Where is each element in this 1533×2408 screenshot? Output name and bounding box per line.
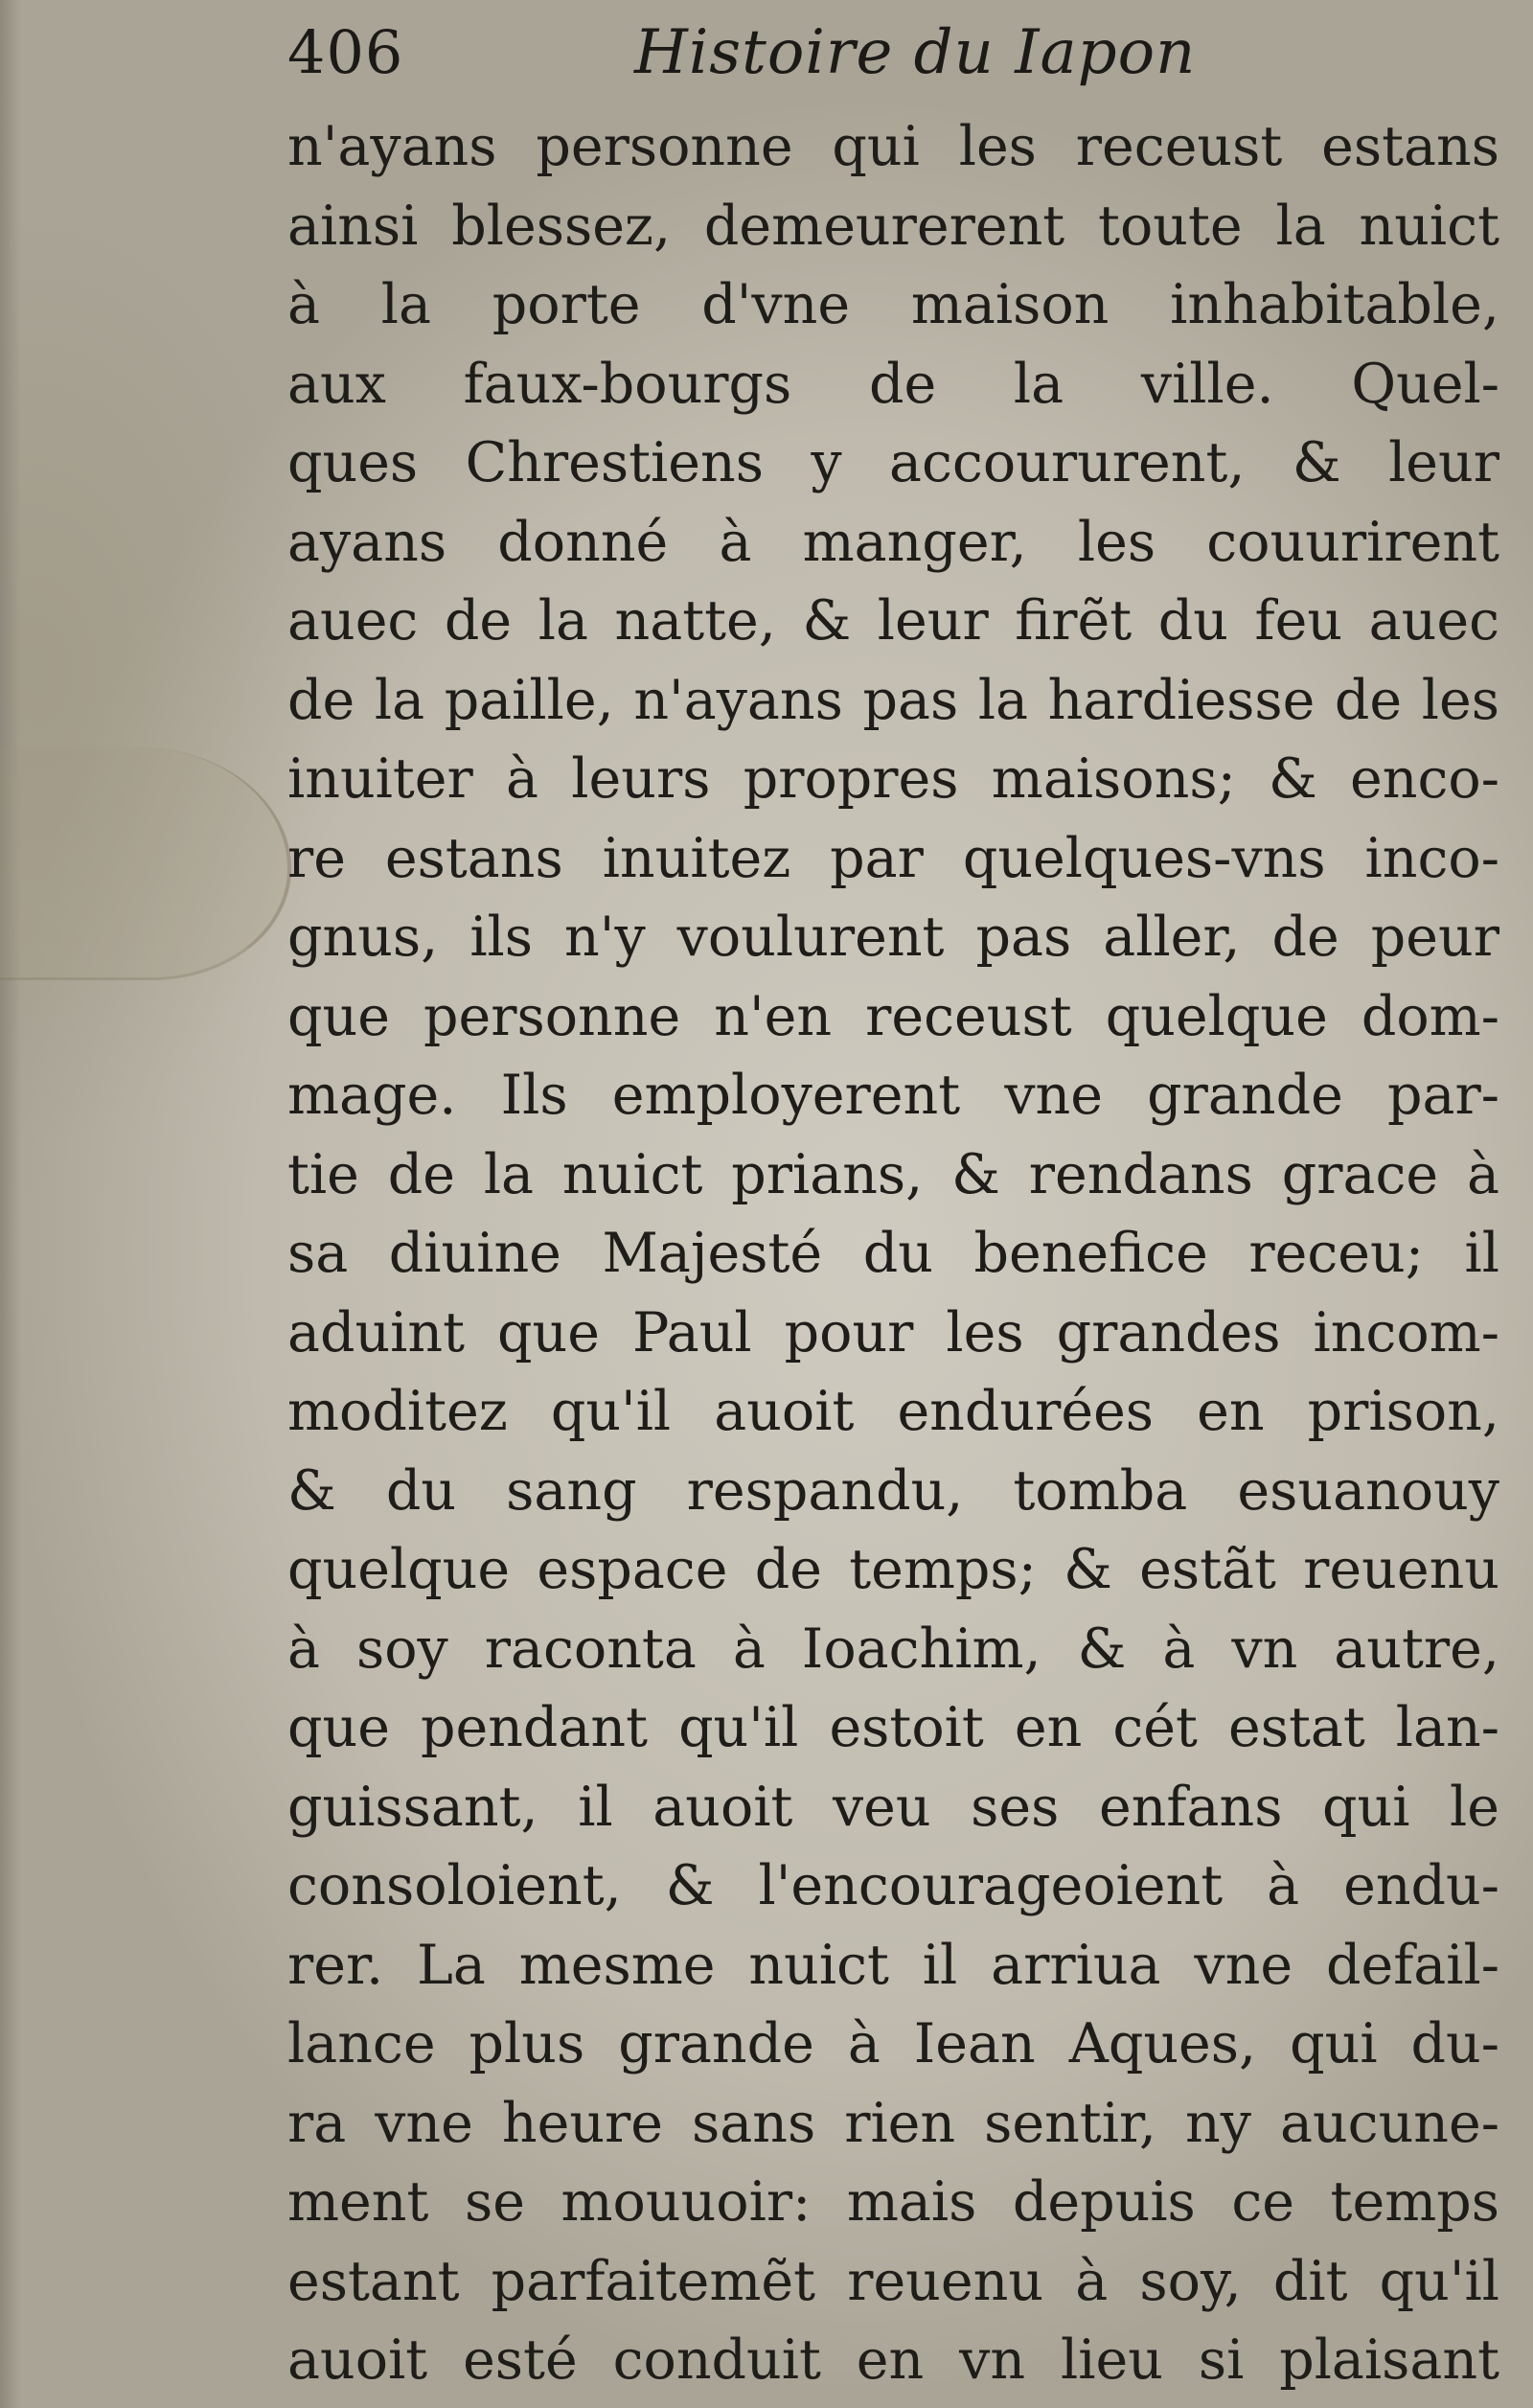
- text-line: à la porte d'vne maison inhabitable,: [287, 273, 1499, 336]
- text-line: que pendant qu'il estoit en cét estat lan-: [287, 1696, 1499, 1759]
- text-line: aduint que Paul pour les grandes incom-: [287, 1300, 1499, 1365]
- page-edge-shadow: [0, 0, 21, 2408]
- text-line: auec de la natte, & leur firẽt du feu auec: [287, 589, 1499, 653]
- text-line: quelque espace de temps; & estãt reuenu: [287, 1538, 1499, 1601]
- text-line: ayans donné à manger, les couurirent: [287, 510, 1499, 574]
- text-line: inuiter à leurs propres maisons; & enco-: [287, 747, 1499, 811]
- text-line: mage. Ils employerent vne grande par-: [287, 1064, 1499, 1127]
- text-line: auoit esté conduit en vn lieu si plaisant: [287, 2328, 1499, 2392]
- text-line: sa diuine Majesté du benefice receu; il: [287, 1222, 1499, 1285]
- text-line: ainsi blessez, demeurerent toute la nuict: [287, 194, 1499, 258]
- text-line: de la paille, n'ayans pas la hardiesse de les: [287, 668, 1499, 732]
- water-stain: [0, 747, 291, 980]
- text-line: aux faux-bourgs de la ville. Quel-: [287, 352, 1499, 416]
- text-line: moditez qu'il auoit endurées en prison,: [287, 1380, 1499, 1443]
- text-line: lance plus grande à Iean Aques, qui du-: [287, 2012, 1499, 2075]
- text-line: à soy raconta à Ioachim, & à vn autre,: [287, 1617, 1499, 1681]
- text-line: ment se mouuoir: mais depuis ce temps: [287, 2170, 1499, 2234]
- page-number: 406: [287, 17, 404, 87]
- text-line: ra vne heure sans rien sentir, ny aucune-: [287, 2091, 1499, 2155]
- page-header: [287, 17, 1246, 113]
- running-title: Histoire du Iapon: [634, 17, 1197, 88]
- text-line: que personne n'en receust quelque dom-: [287, 984, 1499, 1048]
- text-line: & du sang respandu, tomba esuanouy: [287, 1458, 1499, 1523]
- text-line: guissant, il auoit veu ses enfans qui le: [287, 1775, 1499, 1839]
- text-line: ques Chrestiens y accoururent, & leur: [287, 431, 1499, 494]
- text-line: gnus, ils n'y voulurent pas aller, de peur: [287, 906, 1499, 969]
- text-line: consoloient, & l'encourageoient à endu-: [287, 1854, 1499, 1917]
- body-text: [287, 107, 1499, 2400]
- text-line: rer. La mesme nuict il arriua vne defail-: [287, 1933, 1499, 1997]
- text-line: n'ayans personne qui les receust estans: [287, 115, 1499, 178]
- text-line: tie de la nuict prians, & rendans grace à: [287, 1142, 1499, 1206]
- text-line: estant parfaitemẽt reuenu à soy, dit qu'il: [287, 2249, 1499, 2313]
- text-line: re estans inuitez par quelques-vns inco-: [287, 826, 1499, 890]
